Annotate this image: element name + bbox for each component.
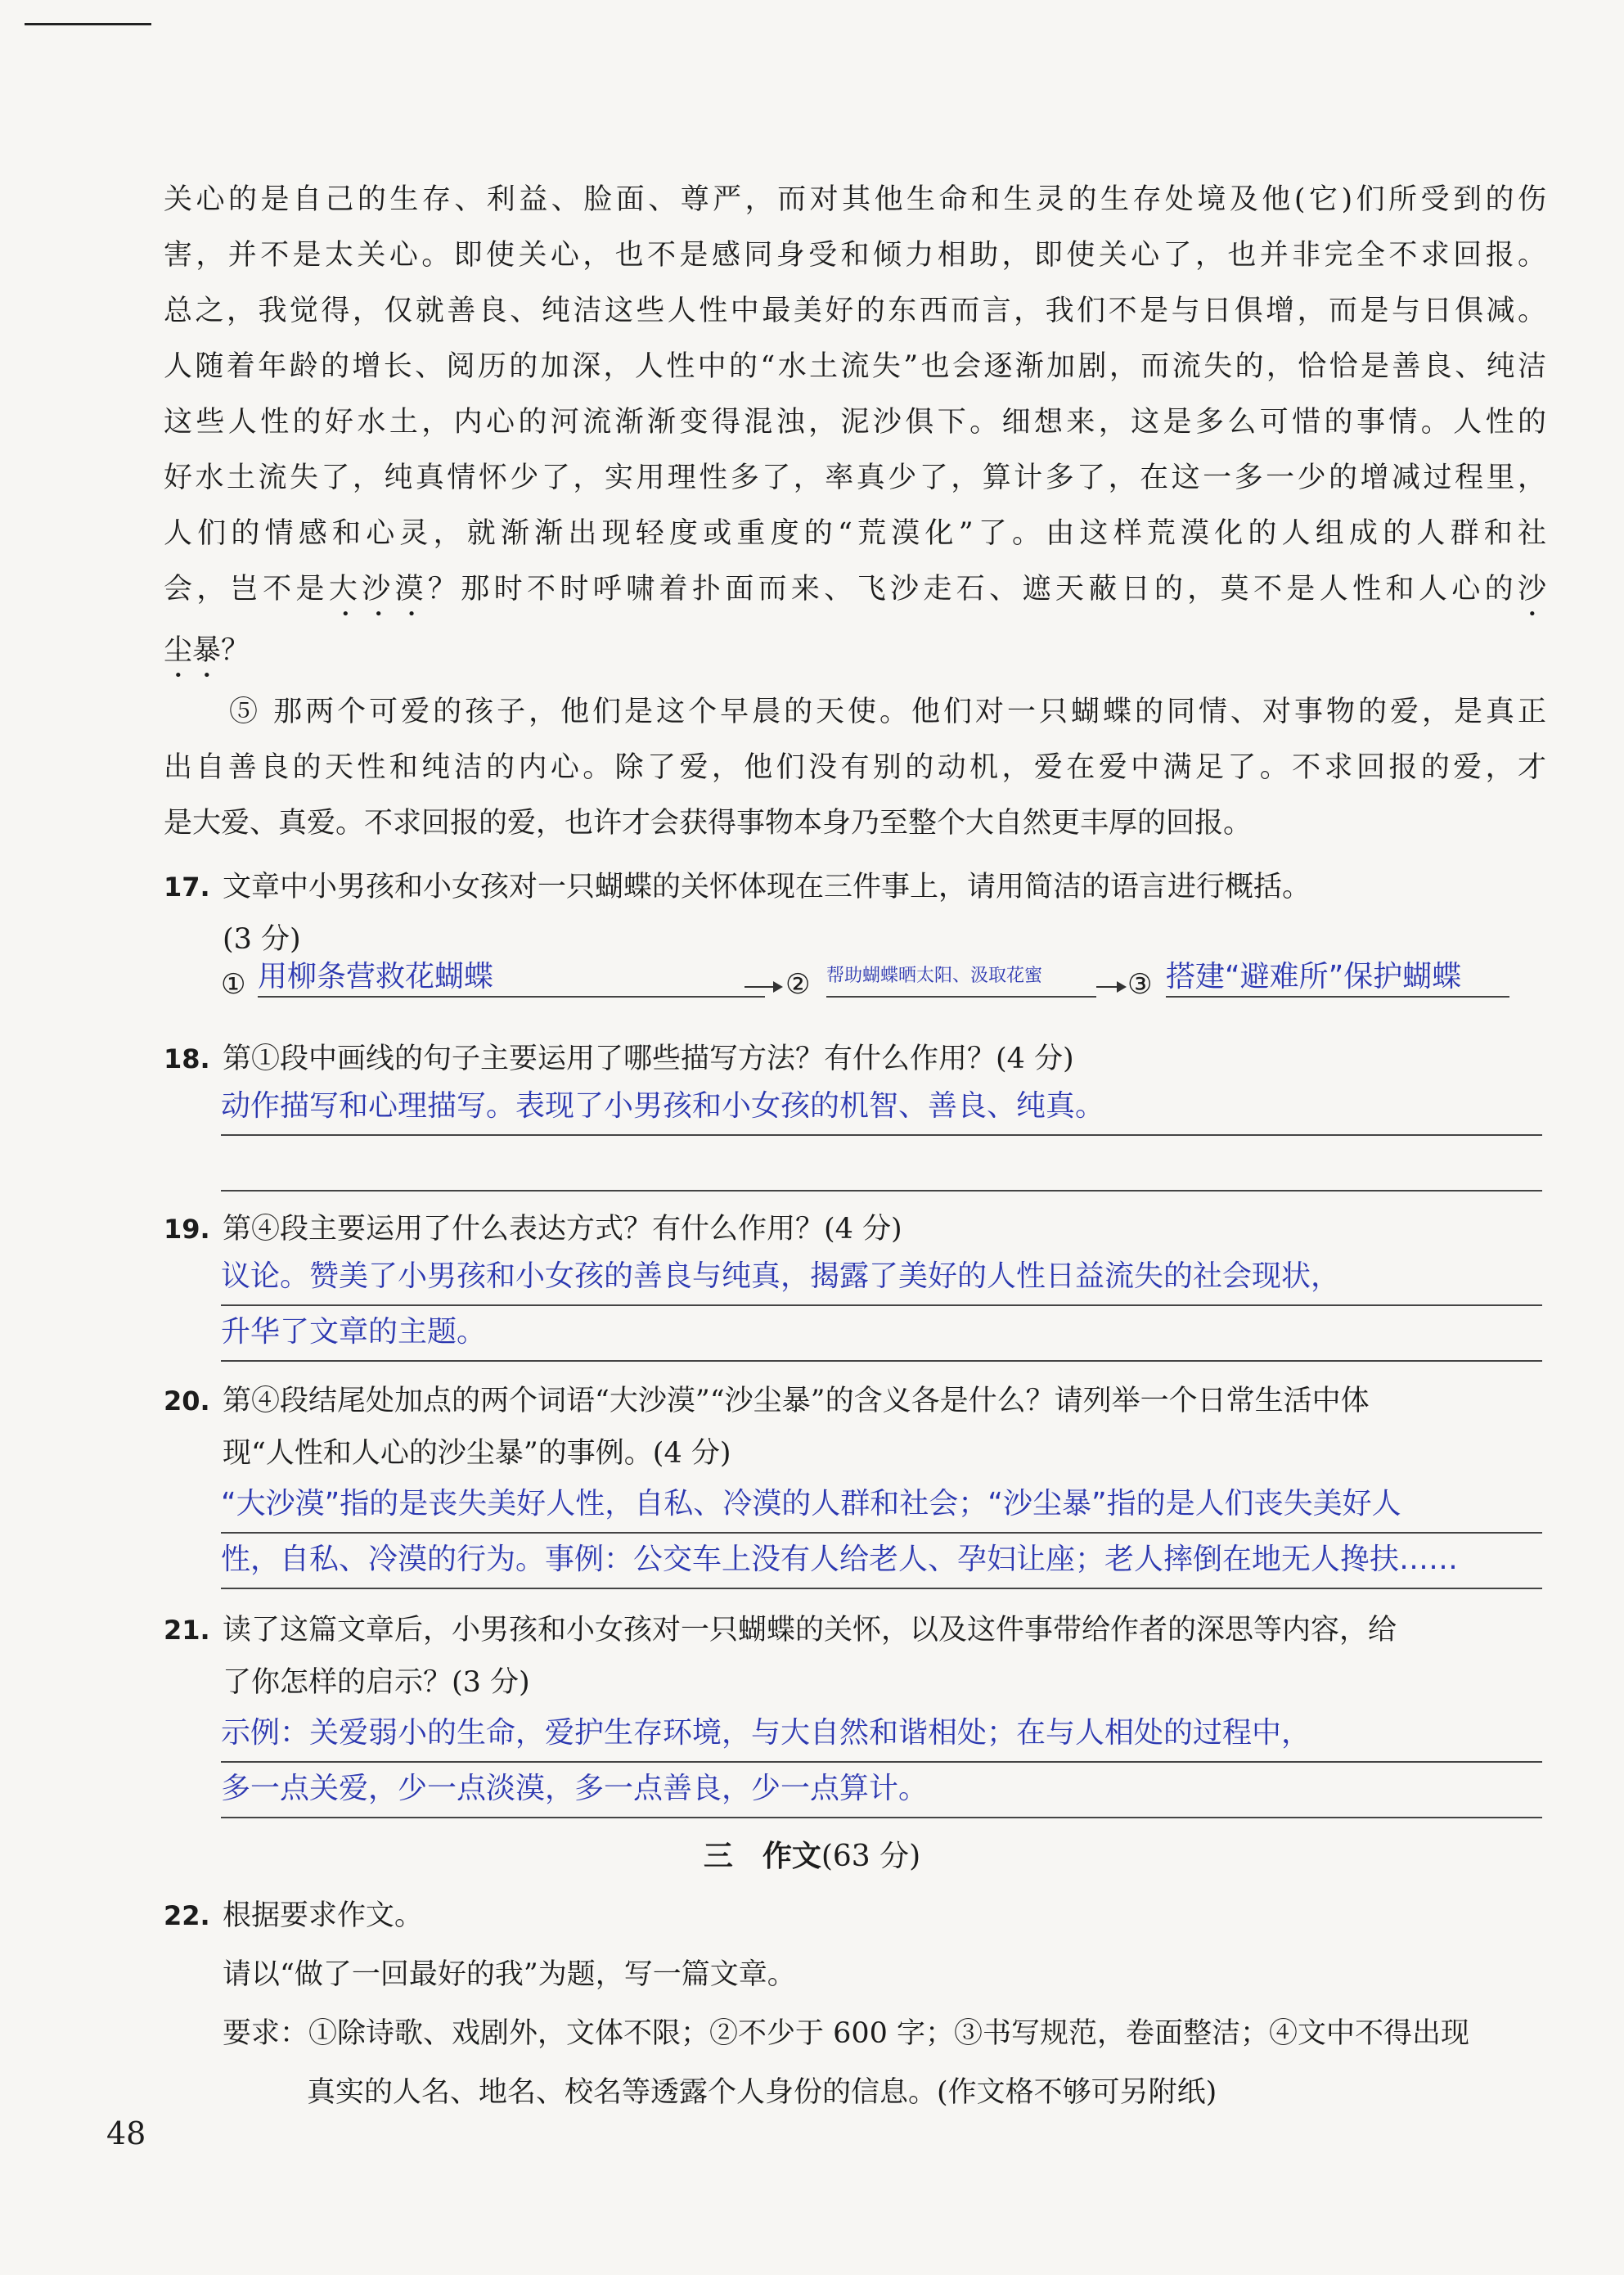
passage-line: 人随着年龄的增长、阅历的加深，人性中的“水土流失”也会逐渐加剧，而流失的，恰恰是善良、纯洁 — [164, 350, 1546, 383]
dotted-word-sand: 沙 — [1517, 573, 1546, 606]
question-stem: 根据要求作文。 — [223, 1899, 424, 1932]
arrow-icon — [1096, 986, 1125, 988]
question-stem: 文章中小男孩和小女孩对一只蝴蝶的关怀体现在三件事上，请用简洁的语言进行概括。 — [223, 871, 1311, 903]
question-21 — [164, 1604, 1546, 1709]
question-score: (3 分) — [223, 923, 301, 956]
question-number: 21. — [164, 1615, 210, 1646]
passage-line: 出自善良的天性和纯洁的内心。除了爱，他们没有别的动机，爱在爱中满足了。不求回报的爱，才 — [164, 751, 1546, 784]
passage-line: 关心的是自己的生存、利益、脸面、尊严，而对其他生命和生灵的生存处境及他(它)们所受到的伤 — [164, 183, 1546, 216]
section-heading: 三 作文 — [703, 1839, 821, 1873]
passage-text: 会，岂不是 — [164, 573, 329, 606]
question-18 — [164, 1033, 1546, 1085]
question-stem: 第④段结尾处加点的两个词语“大沙漠”“沙尘暴”的含义各是什么？请列举一个日常生活中体 — [223, 1385, 1370, 1417]
passage-line — [164, 561, 1546, 623]
answer-field[interactable]: 搭建“避难所”保护蝴蝶 — [1166, 953, 1509, 998]
question-stem: 读了这篇文章后，小男孩和小女孩对一只蝴蝶的关怀，以及这件事带给作者的深思等内容，给 — [223, 1614, 1397, 1647]
arrow-icon — [745, 986, 781, 988]
answer-line[interactable]: “大沙漠”指的是丧失美好人性，自私、冷漠的人群和社会；“沙尘暴”指的是人们丧失美好人 — [221, 1480, 1542, 1534]
passage-line: 人们的情感和心灵，就渐渐出现轻度或重度的“荒漠化”了。由这样荒漠化的人组成的人群和社 — [164, 517, 1546, 550]
question-17 — [164, 861, 1546, 966]
marker-3: ③ — [1127, 968, 1153, 1001]
question-19 — [164, 1203, 1546, 1255]
dotted-word-desert: 大沙漠 — [328, 573, 428, 606]
answer-line[interactable]: 议论。赞美了小男孩和小女孩的善良与纯真，揭露了美好的人性日益流失的社会现状， — [221, 1252, 1542, 1306]
page-number: 48 — [106, 2115, 146, 2151]
passage-line: 这些人性的好水土，内心的河流渐渐变得混浊，泥沙俱下。细想来，这是多么可惜的事情。人性的 — [164, 406, 1546, 439]
passage-line: 好水土流失了，纯真情怀少了，实用理性多了，率真少了，算计多了，在这一多一少的增减过程里， — [164, 462, 1546, 494]
question-22 — [164, 1886, 1546, 2122]
writing-prompt: 请以“做了一回最好的我”为题，写一篇文章。 — [223, 1958, 796, 1991]
answer-line[interactable]: 性，自私、冷漠的行为。事例：公交车上没有人给老人、孕妇让座；老人摔倒在地无人搀扶…… — [221, 1535, 1542, 1589]
question-stem: 第④段主要运用了什么表达方式？有什么作用？(4 分) — [223, 1213, 902, 1246]
passage-text: ？那时不时呼啸着扑面而来、飞沙走石、遮天蔽日的，莫不是人性和人心的 — [427, 573, 1518, 606]
passage-line: 害，并不是太关心。即使关心，也不是感同身受和倾力相助，即使关心了，也并非完全不求回报。 — [164, 239, 1546, 272]
passage-line: 是大爱、真爱。不求回报的爱，也许才会获得事物本身乃至整个大自然更丰厚的回报。 — [164, 807, 1253, 840]
question-stem: 第①段中画线的句子主要运用了哪些描写方法？有什么作用？(4 分) — [223, 1043, 1074, 1075]
question-stem: 了你怎样的启示？(3 分) — [223, 1666, 530, 1699]
question-number: 19. — [164, 1214, 210, 1245]
answer-line[interactable]: 多一点关爱，少一点淡漠，多一点善良，少一点算计。 — [221, 1764, 1542, 1818]
question-number: 17. — [164, 872, 210, 903]
writing-requirements: 要求：①除诗歌、戏剧外，文体不限；②不少于 600 字；③书写规范，卷面整洁；④文中不得出现 — [223, 2017, 1470, 2050]
answer-field[interactable]: 用柳条营救花蝴蝶 — [258, 953, 765, 998]
passage-line: 总之，我觉得，仅就善良、纯洁这些人性中最美好的东西而言，我们不是与日俱增，而是与日俱减。 — [164, 295, 1546, 327]
section-title — [0, 1833, 1624, 1875]
marker-2: ② — [785, 968, 811, 1001]
answer-line[interactable]: 示例：关爱弱小的生命，爱护生存环境，与大自然和谐相处；在与人相处的过程中， — [221, 1709, 1542, 1763]
dotted-word-storm: 尘暴 — [164, 634, 222, 667]
answer-line-empty[interactable] — [221, 1188, 1542, 1192]
question-number: 18. — [164, 1043, 210, 1074]
answer-line[interactable]: 动作描写和心理描写。表现了小男孩和小女孩的机智、善良、纯真。 — [221, 1082, 1542, 1136]
answer-line[interactable]: 升华了文章的主题。 — [221, 1308, 1542, 1362]
question-stem: 现“人性和人心的沙尘暴”的事例。(4 分) — [223, 1437, 731, 1470]
question-number: 22. — [164, 1900, 210, 1931]
reading-passage — [164, 172, 1546, 851]
passage-text: ？ — [221, 634, 250, 667]
passage-line: ⑤ 那两个可爱的孩子，他们是这个早晨的天使。他们对一只蝴蝶的同情、对事物的爱，是真正 — [229, 696, 1546, 728]
top-rule — [25, 23, 151, 25]
q17-answer-row — [221, 953, 1546, 1011]
section-score: (63 分) — [821, 1840, 921, 1873]
writing-requirements: 真实的人名、地名、校名等透露个人身份的信息。(作文格不够可另附纸) — [307, 2076, 1217, 2109]
question-number: 20. — [164, 1385, 210, 1417]
question-20 — [164, 1375, 1546, 1480]
marker-1: ① — [221, 968, 246, 1001]
passage-line — [164, 623, 1546, 684]
answer-field[interactable]: 帮助蝴蝶晒太阳、汲取花蜜 — [826, 953, 1096, 998]
